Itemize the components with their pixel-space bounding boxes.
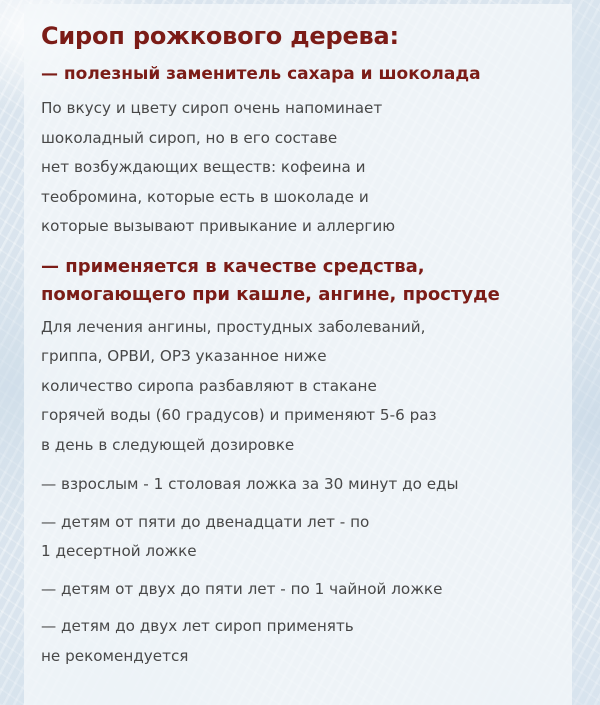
dosage-line: не рекомендуется	[41, 646, 189, 665]
section2-heading	[41, 253, 551, 309]
section1-line: которые вызывают привыкание и аллергию	[41, 217, 396, 235]
section1-line: нет возбуждающих веществ: кофеина и	[41, 158, 366, 176]
dosage-line: 1 десертной ложке	[41, 542, 197, 560]
section1-line: шоколадный сироп, но в его составе	[41, 128, 338, 147]
section1-line: По вкусу и цвету сироп очень напоминает	[41, 99, 383, 117]
section2-line: горячей воды (60 градусов) и применяют 5-6 раз	[41, 406, 437, 424]
dosage-adults	[41, 470, 551, 500]
section1-heading: — полезный заменитель сахара и шоколада	[41, 64, 481, 84]
section2-heading-line: помогающего при кашле, ангине, простуде	[41, 283, 500, 305]
section2-line: в день в следующей дозировке	[41, 435, 295, 454]
dosage-line: — взрослым - 1 столовая ложка за 30 минут до еды	[41, 475, 459, 493]
dosage-children-2-5	[41, 575, 551, 605]
page-title: Сироп рожкового дерева:	[41, 22, 399, 50]
section2-line: гриппа, ОРВИ, ОРЗ указанное ниже	[41, 347, 327, 365]
section2-line: Для лечения ангины, простудных заболеваний,	[41, 317, 426, 336]
section2-heading-line: — применяется в качестве средства,	[41, 255, 425, 277]
dosage-line: — детям от пяти до двенадцати лет - по	[41, 512, 370, 531]
section1-text	[41, 94, 551, 242]
dosage-children-under-2	[41, 612, 551, 671]
section2-text	[41, 313, 551, 461]
dosage-children-5-12	[41, 508, 551, 567]
article	[41, 18, 551, 671]
dosage-line: — детям от двух до пяти лет - по 1 чайной ложке	[41, 579, 443, 598]
section1-line: теобромина, которые есть в шоколаде и	[41, 187, 369, 206]
dosage-line: — детям до двух лет сироп применять	[41, 617, 354, 635]
section2-line: количество сиропа разбавляют в стакане	[41, 376, 377, 395]
